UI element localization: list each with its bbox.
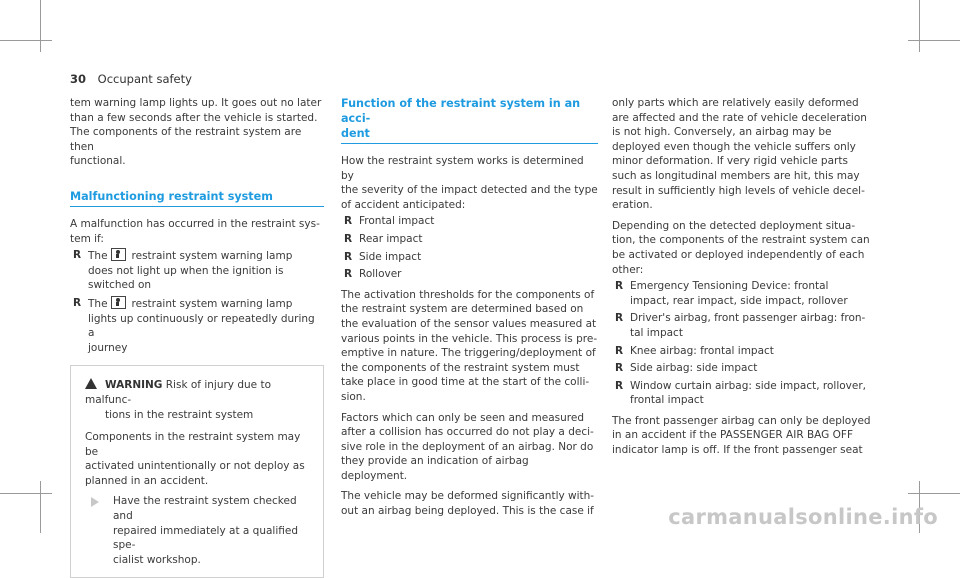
list-item: R Rollover <box>344 268 402 281</box>
warning-title: WARNING Risk of injury due to malfunc- tions in the restraint system <box>85 379 271 421</box>
crop-mark <box>0 40 52 41</box>
restraint-system-warning-lamp-icon <box>111 248 126 261</box>
crop-mark <box>908 40 960 41</box>
crop-mark <box>919 0 920 52</box>
warning-step: Have the restraint system checked and repaired immediately at a qualified spe- cialist workshop. <box>85 494 309 567</box>
paragraph: Depending on the detected deployment situa- tion, the components of the restraint system can be activated or deployed independently of each other: <box>612 219 870 276</box>
list-item: R Driver's airbag, front passenger airbag: fron- tal impact <box>615 312 866 339</box>
crop-mark <box>40 481 41 533</box>
intro-paragraph: tem warning lamp lights up. It goes out no later than a few seconds after the vehicle is started. The components of the restraint system are then functional. <box>70 97 322 168</box>
list-item: R Knee airbag: frontal impact <box>615 344 774 357</box>
heading-rule <box>70 206 324 207</box>
list-item: R Frontal impact <box>344 215 435 228</box>
warning-box <box>70 365 324 578</box>
paragraph: Factors which can only be seen and measured after a collision has occurred do not play a deci- sive role in the deployment of an airbag. Nor do they provide an indication of airbag deployment. <box>341 411 594 482</box>
section-heading: Malfunctioning restraint system <box>70 189 273 203</box>
crop-mark <box>40 0 41 52</box>
paragraph: The activation thresholds for the components of the restraint system are determined based on the evaluation of the sensor values measured at various points in the vehicle. This process is pre- emptive in nature. The triggering/deployment of the components of the restraint system must take place in good time at the start of the colli- sion. <box>341 288 598 403</box>
page-header <box>70 72 192 86</box>
paragraph: The front passenger airbag can only be deployed in an accident if the PASSENGER AIR BAG OFF indicator lamp is off. If the front passenger seat <box>612 414 871 457</box>
list-item: R The restraint system warning lamp does not light up when the ignition is switched on <box>73 249 293 292</box>
section-title: Occupant safety <box>97 72 192 86</box>
restraint-system-warning-lamp-icon <box>111 296 126 309</box>
impact-list <box>341 214 598 281</box>
crop-mark <box>908 493 960 494</box>
watermark: carmanualsonline.info <box>668 505 938 529</box>
heading-rule <box>341 143 598 144</box>
malfunction-list <box>70 248 324 355</box>
malfunction-paragraph: A malfunction has occurred in the restraint sys- tem if: <box>70 217 320 245</box>
list-item: R Emergency Tensioning Device: frontal impact, rear impact, side impact, rollover <box>615 280 848 307</box>
column-2 <box>341 96 598 525</box>
step-arrow-icon <box>91 497 99 507</box>
deployment-list <box>612 279 884 408</box>
warning-body: Components in the restraint system may be activated unintentionally or not deploy as planned in an accident. <box>85 431 305 487</box>
paragraph: The vehicle may be deformed significantly with- out an airbag being deployed. This is the case if <box>341 490 595 518</box>
column-1 <box>70 96 324 578</box>
page-number: 30 <box>70 72 87 86</box>
paragraph: only parts which are relatively easily deformed are affected and the rate of vehicle deceleration is not high. Conversely, an airbag may be deployed even though the vehicle suffers only minor deformation. If very rigid vehicle parts such as longitudinal members are hit, this may result in sufficiently high levels of vehicle decel- eration. <box>612 97 867 212</box>
intro-paragraph: How the restraint system works is determined by the severity of the impact detected and the type of accident anticipated: <box>341 155 598 211</box>
list-item: R Window curtain airbag: side impact, rollover, frontal impact <box>615 379 867 407</box>
list-item: R The restraint system warning lamp lights up continuously or repeatedly during a journey <box>73 296 315 354</box>
list-item: R Side impact <box>344 250 422 263</box>
list-item: R Side airbag: side impact <box>615 362 758 375</box>
warning-triangle-icon <box>85 378 97 389</box>
column-3 <box>612 96 884 464</box>
section-heading: Function of the restraint system in an acci- dent <box>341 97 581 140</box>
list-item: R Rear impact <box>344 232 423 245</box>
crop-mark <box>0 493 52 494</box>
